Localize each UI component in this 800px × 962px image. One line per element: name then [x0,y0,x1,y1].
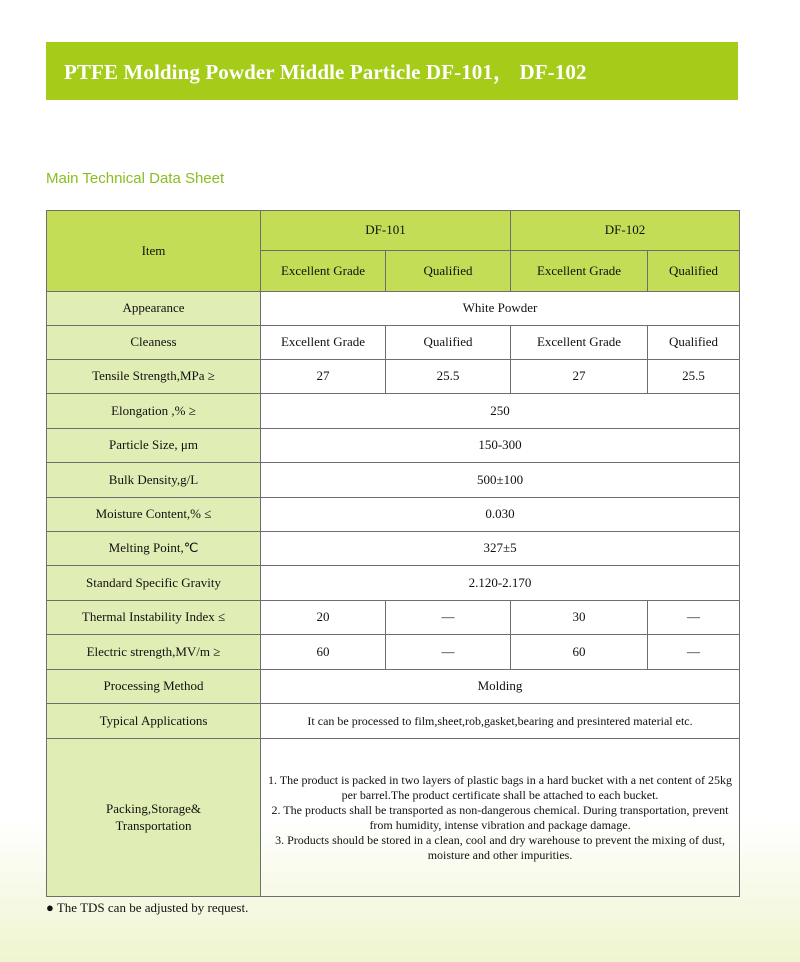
section-title: Main Technical Data Sheet [46,170,225,187]
table-row [47,670,740,704]
cell-value: Molding [261,670,740,704]
row-label: Thermal Instability Index ≤ [47,601,261,635]
cell-value: Qualified [386,326,511,360]
packing-label-line: Transportation [115,817,192,833]
cell-value: Qualified [648,326,740,360]
title-banner [46,42,738,100]
cell-value: 2.120-2.170 [261,566,740,601]
cell-value: 60 [261,635,386,670]
product-header-df102: DF-102 [511,211,740,251]
item-header: Item [47,211,261,292]
row-label: Bulk Density,g/L [47,463,261,498]
cell-value: 27 [511,360,648,394]
cell-value: 327±5 [261,532,740,566]
cell-value: — [386,635,511,670]
grade-header: Excellent Grade [261,251,386,292]
row-label: Standard Specific Gravity [47,566,261,601]
row-label: Cleaness [47,326,261,360]
product-header-df101: DF-101 [261,211,511,251]
cell-value: It can be processed to film,sheet,rob,gasket,bearing and presintered material etc. [261,704,740,739]
row-label: Typical Applications [47,704,261,739]
footnote: ● The TDS can be adjusted by request. [46,900,249,915]
cell-value: 20 [261,601,386,635]
table-row [47,635,740,670]
cell-value: 250 [261,394,740,429]
technical-data-table [46,210,740,897]
table-row [47,429,740,463]
table-row [47,704,740,739]
packing-paragraph: 2. The products shall be transported as non-dangerous chemical. During transportation, prevent from humidity, intense vibration and package damage. [271,802,729,832]
packing-paragraph: 1. The product is packed in two layers of plastic bags in a hard bucket with a net content of 25kg per barrel.The product certificate shall be attached to each bucket. [268,772,733,802]
row-label: Melting Point,℃ [47,532,261,566]
cell-value: — [648,635,740,670]
grade-header: Excellent Grade [511,251,648,292]
grade-header: Qualified [648,251,740,292]
table-row [47,292,740,326]
cell-value: — [648,601,740,635]
packing-text [261,739,740,897]
table-row [47,463,740,498]
table-header-row [47,211,740,251]
row-label [47,739,261,897]
cell-value: — [386,601,511,635]
grade-header: Qualified [386,251,511,292]
table-row [47,394,740,429]
cell-value: Excellent Grade [511,326,648,360]
table-row [47,601,740,635]
packing-paragraph: 3. Products should be stored in a clean, cool and dry warehouse to prevent the mixing of dust, moisture and other impurities. [275,832,725,862]
row-label: Electric strength,MV/m ≥ [47,635,261,670]
cell-value: 500±100 [261,463,740,498]
cell-value: 150-300 [261,429,740,463]
packing-label-line: Packing,Storage& [106,801,201,817]
table-row [47,739,740,897]
row-label: Particle Size, μm [47,429,261,463]
cell-value: 60 [511,635,648,670]
table-row [47,360,740,394]
row-label: Appearance [47,292,261,326]
table-row [47,326,740,360]
cell-value: 25.5 [648,360,740,394]
table-row [47,532,740,566]
table-row [47,498,740,532]
cell-value: Excellent Grade [261,326,386,360]
cell-value: 25.5 [386,360,511,394]
row-label: Tensile Strength,MPa ≥ [47,360,261,394]
table-row [47,566,740,601]
cell-value: 30 [511,601,648,635]
cell-value: 0.030 [261,498,740,532]
row-label: Elongation ,% ≥ [47,394,261,429]
row-label: Moisture Content,% ≤ [47,498,261,532]
page-title: PTFE Molding Powder Middle Particle DF-101， DF-102 [64,60,587,84]
row-label: Processing Method [47,670,261,704]
cell-value: White Powder [261,292,740,326]
cell-value: 27 [261,360,386,394]
